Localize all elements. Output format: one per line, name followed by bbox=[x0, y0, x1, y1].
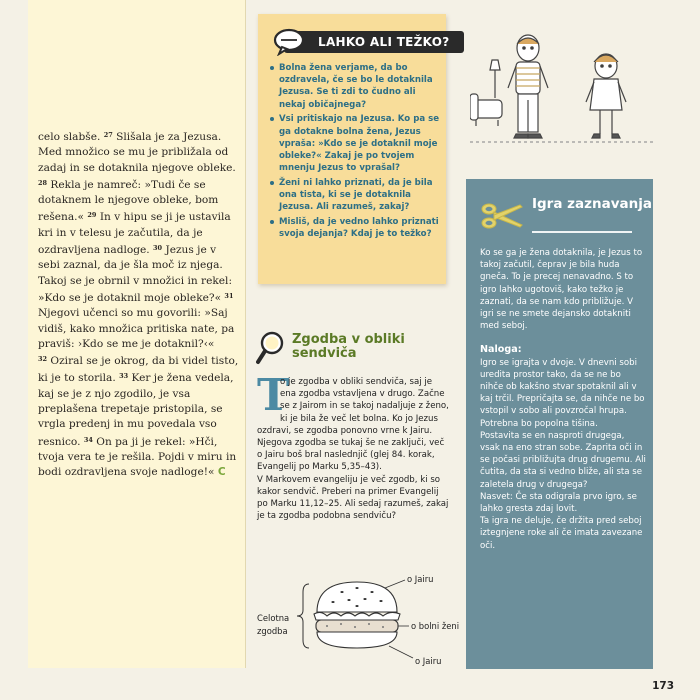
game-outro: Ta igra ne deluje, če držita pred seboj iztegnjene roke ali če imata zavezane oči. bbox=[480, 516, 643, 551]
task-heading: Naloga: bbox=[480, 344, 522, 356]
speech-bubble-icon bbox=[272, 28, 306, 56]
game-hint: Nasvet: Če sta odigrala prvo igro, se lahko gresta zdaj lovit. bbox=[480, 491, 637, 515]
verse-number: 31 bbox=[224, 291, 234, 300]
label-bottom-jairus: o Jairu bbox=[415, 656, 442, 666]
task-text-continued: Postavita se en nasproti drugega, vsak na eno stran sobe. Zaprita oči in se počasi približujta drug drugemu. Ali čutita, da sta si vedno bliže, ali sta se zaletela drug v drugega? bbox=[480, 430, 646, 490]
label-top-jairus: o Jairu bbox=[407, 574, 434, 584]
task-text: Igro se igrajta v dvoje. V dnevni sobi uredita prostor tako, da se ne bo nihče ob kakšno stvar spotaknil ali v kaj trčil. Prepričajta se, da nihče ne bo vstopil v sobo ali povzročal hrupa. Potrebna bo popolna tišina. bbox=[480, 357, 645, 429]
drop-cap: T bbox=[257, 370, 290, 421]
label-middle-woman: o bolni ženi bbox=[411, 621, 460, 631]
magnifier-icon bbox=[256, 330, 290, 366]
game-intro: Ko se ga je žena dotaknila, je Jezus to takoj začutil, čeprav je bila huda gneča. To je precej nenavadno. S to igro lahko ugotoviš, kako težko je zaznati, da se nam kdo približuje. V igri se ne smete dejansko dotakniti med seboj. bbox=[480, 248, 643, 332]
bible-text-segment: In v hipu se ji je ustavila kri in v telesu je začutila, da je ozdravljena nadloge. bbox=[38, 211, 231, 257]
sandwich-paragraph: o je zgodba v obliki sendviča, saj je ena zgodba vstavljena v drugo. Začne se z Jairom in se takoj nadaljuje z ženo, ki je bila že več let bolna. Ko jo Jezus ozdravi, se zgodba ponovno vrne k Jairu. Njegova zgodba se tukaj še ne zaključi, več o Jairu boš bral naslednjič (glej 84. korak, Evangelij po Marku 5,35–43). bbox=[257, 377, 449, 473]
verse-number: 34 bbox=[83, 435, 93, 444]
verse-number: 29 bbox=[87, 211, 97, 220]
game-text bbox=[480, 247, 646, 552]
sandwich-section-header bbox=[256, 330, 456, 370]
bible-text-segment: Njegovi učenci so mu govorili: »Saj vidiš, kako množica pritiska nate, pa praviš: ›Kdo se me je dotaknil?‹« bbox=[38, 307, 235, 350]
game-title: Igra zaznavanja bbox=[532, 196, 652, 212]
kids-illustration bbox=[470, 30, 655, 158]
sandwich-diagram bbox=[257, 572, 460, 672]
question-item: Ženi ni lahko priznati, da je bila ona tista, ki se je dotaknila Jezusa. Ali razumeš, zakaj? bbox=[270, 177, 442, 214]
question-item: Bolna žena verjame, da bo ozdravela, če se bo le dotaknila Jezusa. Se ti zdi to čudno ali nekaj običajnega? bbox=[270, 62, 442, 111]
verse-number: 27 bbox=[103, 131, 113, 139]
bible-text-segment: Oziral se je okrog, da bi videl tisto, ki je to storila. bbox=[38, 355, 239, 385]
bible-text-segment: Slišala je za Jezusa. Med množico se mu je približala od zadaj in se dotaknila njegove obleke. bbox=[38, 131, 236, 174]
verse-number: 33 bbox=[119, 372, 129, 381]
verse-number: 28 bbox=[38, 178, 48, 187]
bible-text-segment: celo slabše. bbox=[38, 131, 104, 143]
question-list bbox=[270, 62, 442, 243]
scissors-icon bbox=[480, 201, 524, 231]
game-header bbox=[480, 193, 650, 239]
title-underline bbox=[532, 231, 632, 233]
bible-passage bbox=[38, 128, 240, 481]
page-number: 173 bbox=[652, 680, 674, 692]
verse-number: 32 bbox=[38, 355, 48, 364]
bible-text-segment: Rekla je namreč: »Tudi če se dotaknem le njegove obleke, bom rešena.« bbox=[38, 178, 219, 224]
perception-game-box bbox=[466, 179, 653, 669]
note-title: LAHKO ALI TEŽKO? bbox=[284, 31, 464, 53]
question-item: Misliš, da je vedno lahko priznati svoja dejanja? Kdaj je to težko? bbox=[270, 216, 442, 240]
bible-text-segment: On pa ji je rekel: »Hči, tvoja vera te je rešila. Pojdi v miru in bodi ozdravljena svoje nadloge!« bbox=[38, 435, 237, 479]
sandwich-text bbox=[257, 370, 449, 522]
verse-number: 30 bbox=[153, 244, 163, 253]
end-mark-icon: C bbox=[217, 466, 226, 479]
label-whole-story: Celotna zgodba bbox=[257, 613, 290, 636]
bible-text-segment: Jezus je v sebi zaznal, da je šla moč iz njega. Takoj se je obrnil v množici in rekel: »Kdo se je dotaknil moje obleke?« bbox=[38, 244, 233, 304]
sandwich-paragraph: V Markovem evangeliju je več zgodb, ki so kakor sendvič. Preberi na primer Evangelij po Marku 11,12–25. Ali sedaj razumeš, zakaj je ta zgodba podobna sendviču? bbox=[257, 474, 449, 522]
question-item: Vsi pritiskajo na Jezusa. Ko pa se ga dotakne bolna žena, Jezus vpraša: »Kdo se je dotaknil moje obleke?« Zakaj je po tvojem mnenju Jezus to vprašal? bbox=[270, 113, 442, 174]
bible-text-segment: Ker je žena vedela, kaj se je z njo zgodilo, je vsa preplašena trepetaje pristopila, se vrgla predenj in mu povedala vso resnico. bbox=[38, 372, 234, 448]
bible-text-column bbox=[28, 0, 246, 668]
sandwich-title: Zgodba v obliki sendviča bbox=[292, 332, 405, 361]
discussion-note bbox=[258, 14, 450, 284]
